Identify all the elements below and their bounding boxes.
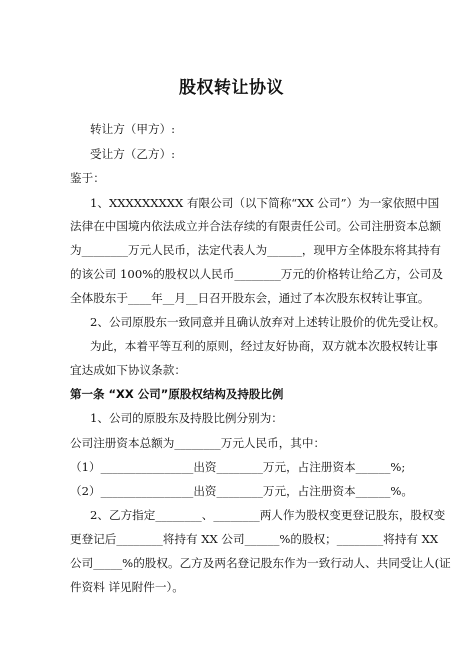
paragraph-line: 法律在中国境内依法成立并合法存续的有限责任公司。公司注册资本总额 (70, 219, 442, 233)
paragraph-line: 公司注册资本总额为________万元人民币，其中： (70, 436, 326, 450)
paragraph-line: 为此，本着平等互利的原则，经过友好协商，双方就本次股权转让事 (90, 339, 438, 353)
paragraph-line: 2、公司原股东一致同意并且确认放弃对上述转让股价的优先受让权。 (90, 315, 446, 329)
paragraph-line: 宜达成如下协议条款： (70, 363, 186, 377)
transferee-line: 受让方（乙方）: (90, 147, 176, 161)
shareholder-row: （1）________________出资________万元，占注册资本______%; (70, 460, 406, 474)
paragraph-line: 的该公司 100%的股权以人民币________万元的价格转让给乙方，公司及 (70, 267, 444, 281)
paragraph-line: 2、乙方指定________、________两人作为股权变更登记股东，股权变 (90, 508, 446, 522)
whereas-label: 鉴于： (70, 171, 105, 185)
paragraph-line: 全体股东于____年__月__日召开股东会，通过了本次股东权转让事宜。 (70, 291, 430, 305)
paragraph-line: 为________万元人民币，法定代表人为______，现甲方全体股东将其持有 (70, 243, 442, 257)
shareholder-row: （2）________________出资________万元，占注册资本______%。 (70, 484, 414, 498)
paragraph-line: 公司_____%的股权。乙方及两名登记股东作为一致行动人、共同受让人(证 (70, 556, 451, 570)
paragraph-line: 件资料 详见附件一）。 (70, 580, 184, 594)
transferor-line: 转让方（甲方）: (90, 122, 176, 136)
paragraph-line: 1、XXXXXXXXX 有限公司（以下简称“XX 公司”）为一家依照中国 (90, 196, 440, 210)
document-title: 股权转让协议 (179, 78, 284, 98)
paragraph-line: 1、公司的原股东及持股比例分别为： (90, 411, 283, 425)
article-one-heading: 第一条 “XX 公司”原股权结构及持股比例 (70, 387, 284, 401)
paragraph-line: 更登记后________将持有 XX 公司______%的股权；________将持有 XX (70, 532, 439, 546)
